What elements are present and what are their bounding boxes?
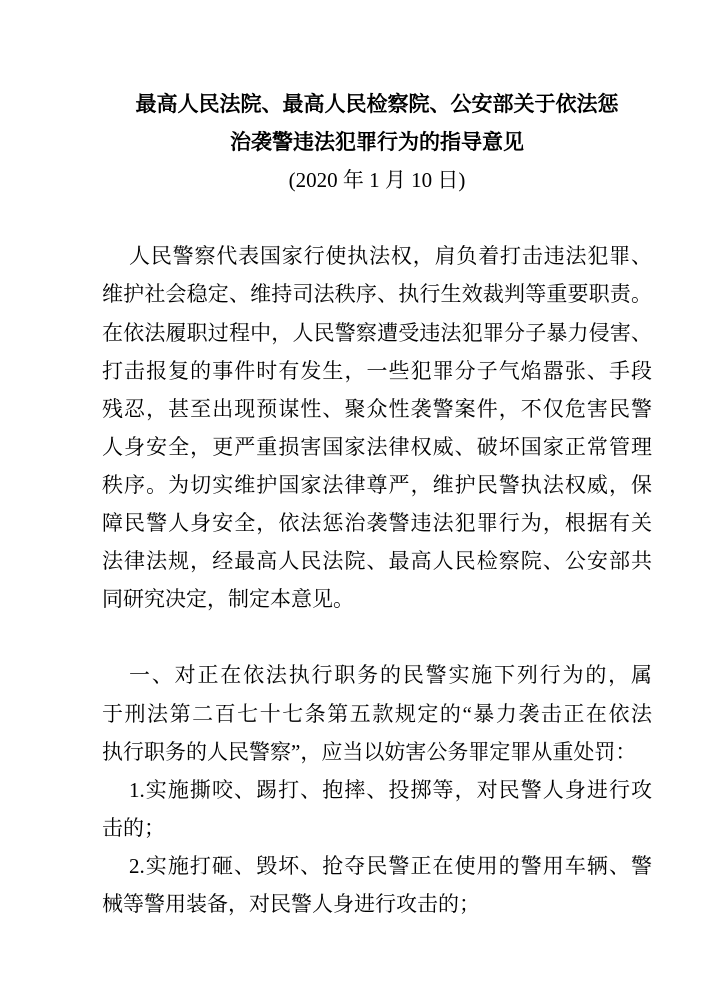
text-line: 械等警用装备，对民警人身进行攻击的； bbox=[102, 891, 480, 916]
text-line: 于刑法第二百七十七条第五款规定的“暴力袭击正在依法 bbox=[102, 701, 652, 726]
text-line: 障民警人身安全，依法惩治袭警违法犯罪行为，根据有关 bbox=[102, 511, 652, 536]
text-line: 秩序。为切实维护国家法律尊严，维护民警执法权威，保 bbox=[102, 472, 652, 497]
blank-line bbox=[102, 618, 652, 656]
text-line: 维护社会稳定、维持司法秩序、执行生效裁判等重要职责。 bbox=[102, 282, 652, 307]
text-line: 人民警察代表国家行使执法权，肩负着打击违法犯罪、 bbox=[129, 244, 652, 269]
document-title bbox=[102, 85, 652, 161]
text-line: 2.实施打砸、毁坏、抢夺民警正在使用的警用车辆、警 bbox=[129, 853, 652, 878]
text-line: 打击报复的事件时有发生，一些犯罪分子气焰嚣张、手段 bbox=[102, 358, 652, 383]
text-line: 击的； bbox=[102, 815, 165, 840]
text-line: 人身安全，更严重损害国家法律权威、破坏国家正常管理 bbox=[102, 434, 652, 459]
document-date: (2020 年 1 月 10 日) bbox=[288, 168, 466, 193]
text-line: 执行职务的人民警察”，应当以妨害公务罪定罪从重处罚： bbox=[102, 739, 637, 764]
text-line: 一、对正在依法执行职务的民警实施下列行为的，属 bbox=[129, 663, 652, 688]
blank-line bbox=[102, 199, 652, 237]
text-line: 在依法履职过程中，人民警察遭受违法犯罪分子暴力侵害、 bbox=[102, 320, 652, 345]
text-line: 法律法规，经最高人民法院、最高人民检察院、公安部共 bbox=[102, 549, 652, 574]
list-item-1 bbox=[102, 771, 652, 847]
list-item-2 bbox=[102, 847, 652, 923]
section-1-paragraph bbox=[102, 656, 652, 770]
intro-paragraph bbox=[102, 237, 652, 618]
text-line: 1.实施撕咬、踢打、抱摔、投掷等，对民警人身进行攻 bbox=[129, 777, 652, 802]
text-line: 治袭警违法犯罪行为的指导意见 bbox=[230, 130, 524, 155]
text-line: 最高人民法院、最高人民检察院、公安部关于依法惩 bbox=[135, 92, 619, 116]
text-line: 残忍，甚至出现预谋性、聚众性袭警案件，不仅危害民警 bbox=[102, 396, 652, 421]
text-line: 同研究决定，制定本意见。 bbox=[102, 587, 354, 612]
